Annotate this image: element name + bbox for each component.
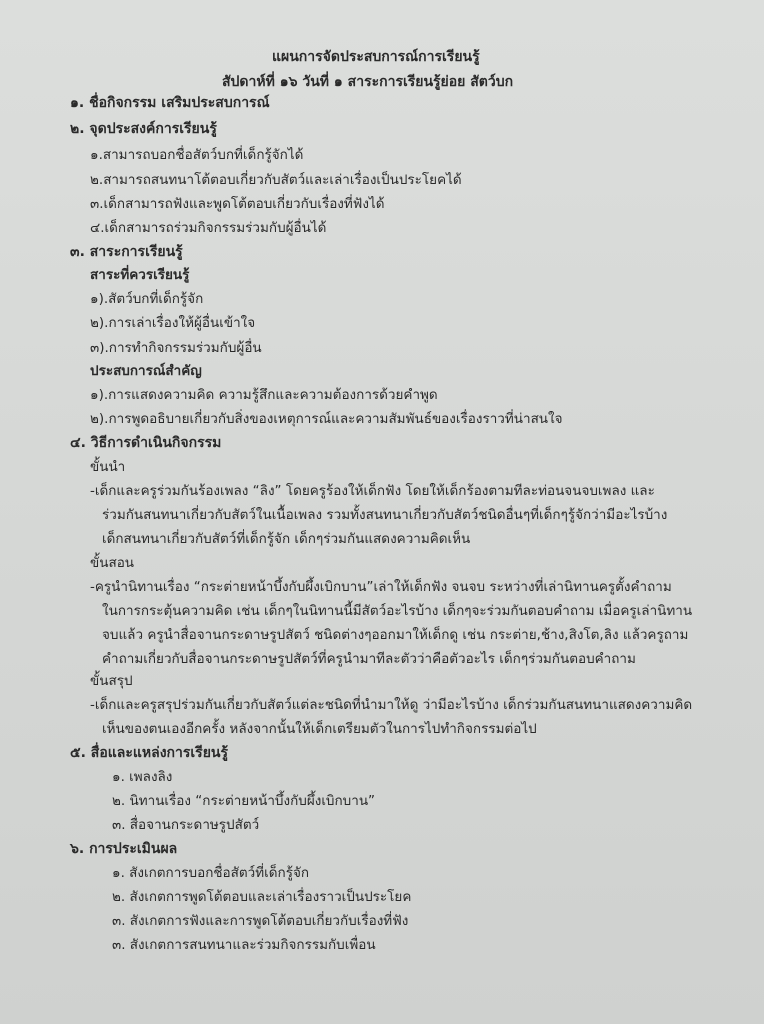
section-6-heading: ๖. การประเมินผล — [70, 841, 178, 857]
step-intro-line: -เด็กและครูร่วมกันร้องเพลง “ลิง” โดยครูร้องให้เด็กฟัง โดยให้เด็กร้องตามทีละท่อนจนจบเพลง และ — [90, 483, 655, 499]
step-teach-line: จบแล้ว ครูนำสื่อจานกระดาษรูปสัตว์ ชนิดต่างๆออกมาให้เด็กดู เช่น กระต่าย,ช้าง,สิงโต,ลิง แล้วครูถาม — [102, 627, 689, 643]
step-teach-line: คำถามเกี่ยวกับสื่อจานกระดาษรูปสัตว์ที่ครูนำมาทีละตัวว่าคือตัวอะไร เด็กๆร่วมกันตอบคำถาม — [102, 651, 636, 667]
subheading-experience: ประสบการณ์สำคัญ — [90, 363, 202, 379]
section-2-heading: ๒. จุดประสงค์การเรียนรู้ — [70, 121, 217, 137]
section-5-heading: ๕. สื่อและแหล่งการเรียนรู้ — [70, 745, 228, 761]
document-subtitle: สัปดาห์ที่ ๑๖ วันที่ ๑ สาระการเรียนรู้ย่อย สัตว์บก — [222, 74, 514, 90]
section-1-heading: ๑. ชื่อกิจกรรม เสริมประสบการณ์ — [70, 95, 270, 111]
subheading-content: สาระที่ควรเรียนรู้ — [90, 267, 190, 283]
section-4-heading: ๔. วิธีการดำเนินกิจกรรม — [70, 435, 222, 451]
media-item: ๒. นิทานเรื่อง “กระต่ายหน้าบึ้งกับผึ้งเบิกบาน” — [112, 793, 376, 809]
step-teach-line: -ครูนำนิทานเรื่อง “กระต่ายหน้าบึ้งกับผึ้งเบิกบาน”เล่าให้เด็กฟัง จนจบ ระหว่างที่เล่านิทานครูตั้งคำถาม — [90, 579, 672, 595]
evaluation-item: ๓. สังเกตการสนทนาและร่วมกิจกรรมกับเพื่อน — [112, 937, 376, 953]
evaluation-item: ๒. สังเกตการพูดโต้ตอบและเล่าเรื่องราวเป็นประโยค — [112, 889, 412, 905]
section-3-heading: ๓. สาระการเรียนรู้ — [70, 244, 183, 260]
step-intro-label: ขั้นนำ — [90, 459, 126, 475]
objective-item: ๒.สามารถสนทนาโต้ตอบเกี่ยวกับสัตว์และเล่าเรื่องเป็นประโยคได้ — [90, 172, 462, 188]
experience-item: ๒).การพูดอธิบายเกี่ยวกับสิ่งของเหตุการณ์และความสัมพันธ์ของเรื่องราวที่น่าสนใจ — [90, 411, 563, 427]
objective-item: ๓.เด็กสามารถฟังและพูดโต้ตอบเกี่ยวกับเรื่องที่ฟังได้ — [90, 196, 385, 212]
step-teach-label: ขั้นสอน — [90, 555, 135, 571]
document-title: แผนการจัดประสบการณ์การเรียนรู้ — [272, 49, 480, 65]
step-summary-label: ขั้นสรุป — [90, 673, 133, 689]
evaluation-item: ๓. สังเกตการฟังและการพูดโต้ตอบเกี่ยวกับเรื่องที่ฟัง — [112, 913, 409, 929]
step-intro-line: เด็กสนทนาเกี่ยวกับสัตว์ที่เด็กรู้จัก เด็กๆร่วมกันแสดงความคิดเห็น — [102, 531, 471, 547]
step-teach-line: ในการกระตุ้นความคิด เช่น เด็กๆในนิทานนี้มีสัตว์อะไรบ้าง เด็กๆจะร่วมกันตอบคำถาม เมื่อครูเล่านิทาน — [102, 603, 693, 619]
experience-item: ๑).การแสดงความคิด ความรู้สึกและความต้องการด้วยคำพูด — [90, 387, 438, 403]
content-item: ๒).การเล่าเรื่องให้ผู้อื่นเข้าใจ — [90, 315, 256, 331]
objective-item: ๔.เด็กสามารถร่วมกิจกรรมร่วมกับผู้อื่นได้ — [90, 220, 327, 236]
content-item: ๑).สัตว์บกที่เด็กรู้จัก — [90, 291, 204, 307]
objective-item: ๑.สามารถบอกชื่อสัตว์บกที่เด็กรู้จักได้ — [90, 147, 304, 163]
media-item: ๓. สื่อจานกระดาษรูปสัตว์ — [112, 817, 260, 833]
evaluation-item: ๑. สังเกตการบอกชื่อสัตว์ที่เด็กรู้จัก — [112, 865, 310, 881]
step-summary-line: -เด็กและครูสรุปร่วมกันเกี่ยวกับสัตว์แต่ละชนิดที่นำมาให้ดู ว่ามีอะไรบ้าง เด็กร่วมกันสนทนาแสดงความคิด — [90, 697, 693, 713]
media-item: ๑. เพลงลิง — [112, 769, 173, 785]
step-summary-line: เห็นของตนเองอีกครั้ง หลังจากนั้นให้เด็กเตรียมตัวในการไปทำกิจกรรมต่อไป — [102, 721, 537, 737]
content-item: ๓).การทำกิจกรรมร่วมกับผู้อื่น — [90, 340, 262, 356]
step-intro-line: ร่วมกันสนทนาเกี่ยวกับสัตว์ในเนื้อเพลง รวมทั้งสนทนาเกี่ยวกับสัตว์ชนิดอื่นๆที่เด็กๆรู้จักว่ามีอะไรบ้าง — [102, 507, 668, 523]
